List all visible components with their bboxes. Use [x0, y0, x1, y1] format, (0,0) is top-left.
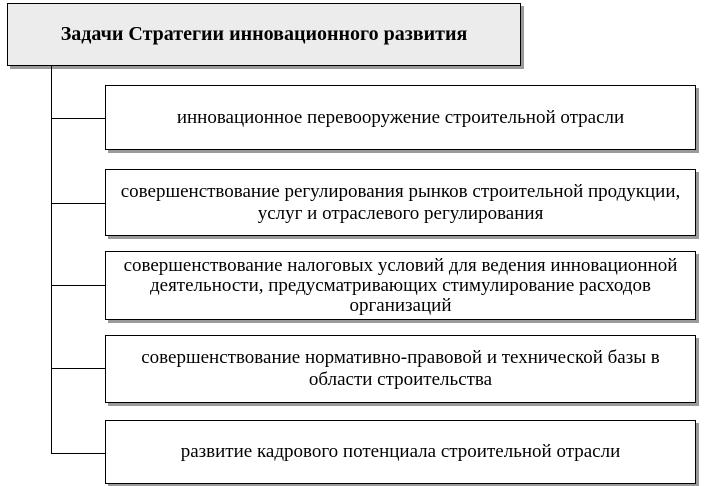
task-node-5	[105, 420, 696, 484]
connector-branch-5	[51, 453, 105, 454]
connector-branch-2	[51, 203, 105, 204]
task-node-4-label: совершенствование нормативно-правовой и технической базы в области строительства	[141, 347, 660, 390]
task-node-4	[105, 335, 696, 403]
connector-trunk	[51, 66, 52, 453]
connector-branch-1	[51, 118, 105, 119]
task-node-1-label: инновационное перевооружение строительной отрасли	[176, 106, 625, 128]
task-node-3	[105, 251, 696, 320]
task-node-3-label: совершенствование налоговых условий для ведения инновационной деятельности, предусматривающих стимулирование расходов организаций	[123, 254, 678, 316]
task-node-1	[105, 85, 696, 150]
root-node	[7, 3, 521, 66]
task-node-5-label: развитие кадрового потенциала строительной отрасли	[180, 441, 621, 462]
connector-branch-3	[51, 285, 105, 286]
root-node-label: Задачи Стратегии инновационного развития	[60, 23, 468, 45]
task-node-2-label: совершенствование регулирования рынков строительной продукции, услуг и отраслевого регулирования	[120, 180, 681, 224]
task-node-2	[105, 169, 696, 236]
connector-branch-4	[51, 368, 105, 369]
